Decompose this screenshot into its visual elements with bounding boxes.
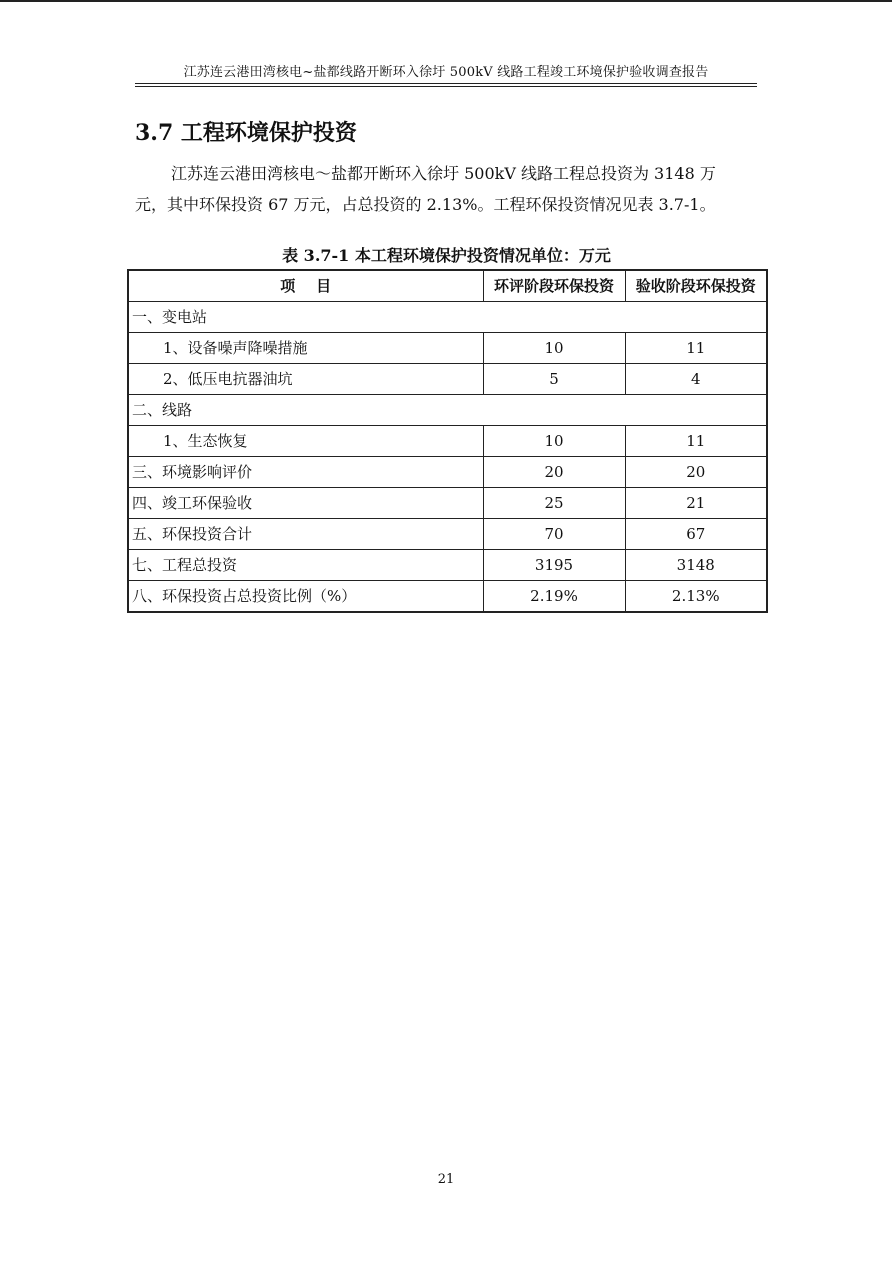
table-row bbox=[128, 457, 767, 488]
table-cell-acceptance: 2.13% bbox=[625, 581, 767, 613]
table-cell-eia: 5 bbox=[483, 364, 625, 395]
page-top-border bbox=[0, 0, 892, 2]
table-cell-eia: 10 bbox=[483, 426, 625, 457]
table-cell-acceptance: 20 bbox=[625, 457, 767, 488]
table-cell-item: 五、环保投资合计 bbox=[128, 519, 483, 550]
table-row bbox=[128, 364, 767, 395]
table-row bbox=[128, 488, 767, 519]
table-row bbox=[128, 519, 767, 550]
section-paragraph bbox=[135, 158, 757, 220]
table-cell-acceptance: 4 bbox=[625, 364, 767, 395]
paragraph-line-1: 江苏连云港田湾核电～盐都开断环入徐圩 500kV 线路工程总投资为 3148 万 bbox=[171, 164, 716, 183]
investment-table bbox=[127, 269, 768, 613]
table-header-row bbox=[128, 270, 767, 302]
paragraph-line-2: 元，其中环保投资 67 万元，占总投资的 2.13%。工程环保投资情况见表 3.7-1。 bbox=[135, 195, 716, 214]
table-cell-item: 2、低压电抗器油坑 bbox=[128, 364, 483, 395]
table-cell-item: 四、竣工环保验收 bbox=[128, 488, 483, 519]
page-number: 21 bbox=[437, 1172, 455, 1187]
table-row bbox=[128, 333, 767, 364]
table-cell-eia: 70 bbox=[483, 519, 625, 550]
table-cell-acceptance: 67 bbox=[625, 519, 767, 550]
table-row bbox=[128, 550, 767, 581]
table-cell-acceptance: 21 bbox=[625, 488, 767, 519]
table-cell-item: 八、环保投资占总投资比例（%） bbox=[128, 581, 483, 613]
table-group-label: 二、线路 bbox=[128, 395, 767, 426]
header-eia-investment: 环评阶段环保投资 bbox=[483, 270, 625, 302]
table-cell-eia: 3195 bbox=[483, 550, 625, 581]
table-cell-acceptance: 11 bbox=[625, 333, 767, 364]
table-cell-eia: 25 bbox=[483, 488, 625, 519]
table-cell-acceptance: 11 bbox=[625, 426, 767, 457]
table-cell-item: 三、环境影响评价 bbox=[128, 457, 483, 488]
table-row bbox=[128, 426, 767, 457]
table-row bbox=[128, 395, 767, 426]
table-body bbox=[128, 302, 767, 613]
header-rule-secondary bbox=[135, 86, 757, 87]
header-acceptance-investment: 验收阶段环保投资 bbox=[625, 270, 767, 302]
running-header: 江苏连云港田湾核电~盐都线路开断环入徐圩 500kV 线路工程竣工环境保护验收调查报告 bbox=[183, 65, 709, 80]
section-heading: 3.7 工程环境保护投资 bbox=[135, 120, 357, 146]
table-cell-item: 1、生态恢复 bbox=[128, 426, 483, 457]
header-rule bbox=[135, 83, 757, 84]
table-group-label: 一、变电站 bbox=[128, 302, 767, 333]
table-cell-item: 1、设备噪声降噪措施 bbox=[128, 333, 483, 364]
table-row bbox=[128, 302, 767, 333]
table-cell-item: 七、工程总投资 bbox=[128, 550, 483, 581]
table-caption: 表 3.7-1 本工程环境保护投资情况单位：万元 bbox=[282, 246, 611, 265]
table-cell-eia: 2.19% bbox=[483, 581, 625, 613]
table-row bbox=[128, 581, 767, 613]
table-cell-eia: 10 bbox=[483, 333, 625, 364]
table-cell-eia: 20 bbox=[483, 457, 625, 488]
table-cell-acceptance: 3148 bbox=[625, 550, 767, 581]
header-item: 项 目 bbox=[128, 270, 483, 302]
